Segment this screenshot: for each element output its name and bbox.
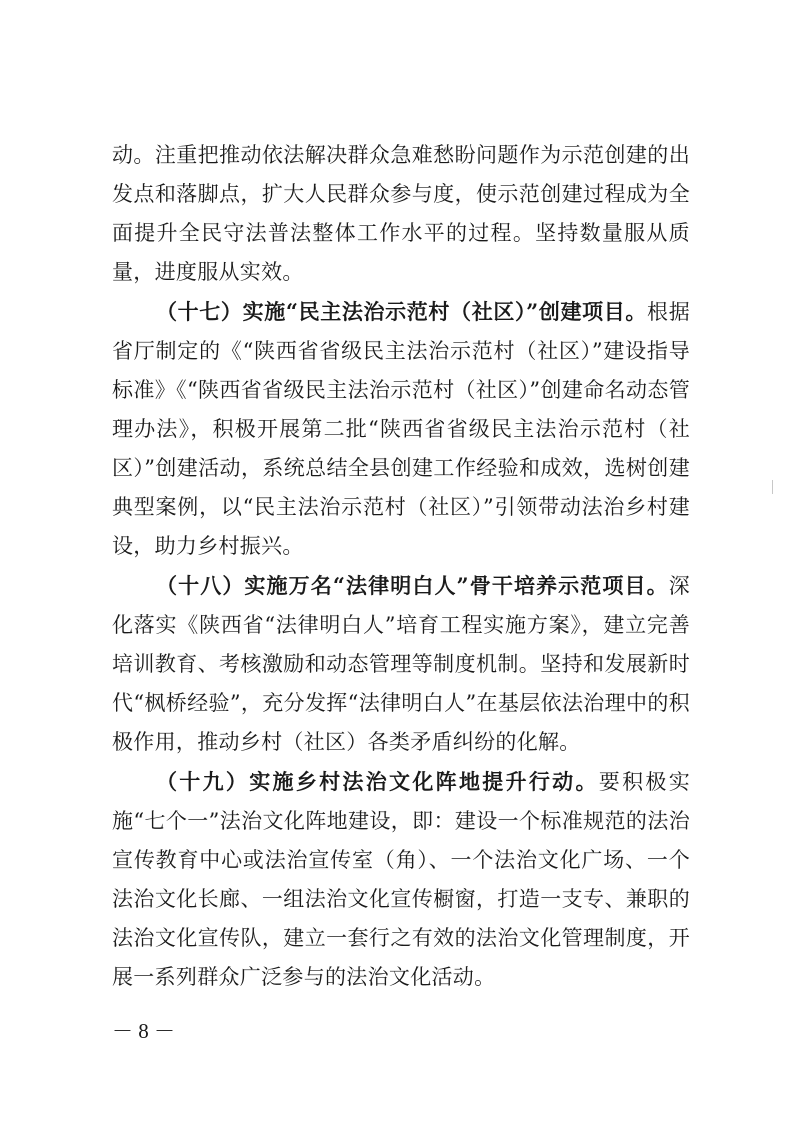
- paragraph-text: 根据省厅制定的《“陕西省省级民主法治示范村（社区）”建设指导标准》《“陕西省省级民主法治示范村（社区）”创建命名动态管理办法》，积极开展第二批“陕西省省级民主法治示范村（社区）”创建活动，系统总结全县创建工作经验和成效，选树创建典型案例，以“民主法治示范村（社区）”引领带动法治乡村建设，助力乡村振兴。: [112, 300, 690, 558]
- paragraph-text: 动。注重把推动依法解决群众急难愁盼问题作为示范创建的出发点和落脚点，扩大人民群众参与度，使示范创建过程成为全面提升全民守法普法整体工作水平的过程。坚持数量服从质量，进度服从实效。: [112, 143, 690, 284]
- paragraph-continuation: [112, 136, 690, 292]
- body-text: [112, 136, 690, 997]
- scan-edge-mark: [772, 480, 773, 494]
- paragraph-heading: （十九）实施乡村法治文化阵地提升行动。: [156, 769, 599, 794]
- paragraph-item-19: [112, 762, 690, 997]
- paragraph-text: 深化落实《陕西省“法律明白人”培育工程实施方案》，建立完善培训教育、考核激励和动态管理等制度机制。坚持和发展新时代“枫桥经验”，充分发挥“法律明白人”在基层依法治理中的积极作用，推动乡村（社区）各类矛盾纠纷的化解。: [112, 574, 690, 754]
- page-number: － 8 －: [112, 1019, 175, 1043]
- paragraph-text: 要积极实施“七个一”法治文化阵地建设，即：建设一个标准规范的法治宣传教育中心或法治宣传室（角）、一个法治文化广场、一个法治文化长廊、一组法治文化宣传橱窗，打造一支专、兼职的法治文化宣传队，建立一套行之有效的法治文化管理制度，开展一系列群众广泛参与的法治文化活动。: [112, 770, 690, 989]
- paragraph-item-18: [112, 566, 690, 762]
- paragraph-item-17: [112, 292, 690, 566]
- paragraph-heading: （十八）实施万名“法律明白人”骨干培养示范项目。: [156, 573, 669, 598]
- paragraph-heading: （十七）实施“民主法治示范村（社区）”创建项目。: [156, 299, 648, 324]
